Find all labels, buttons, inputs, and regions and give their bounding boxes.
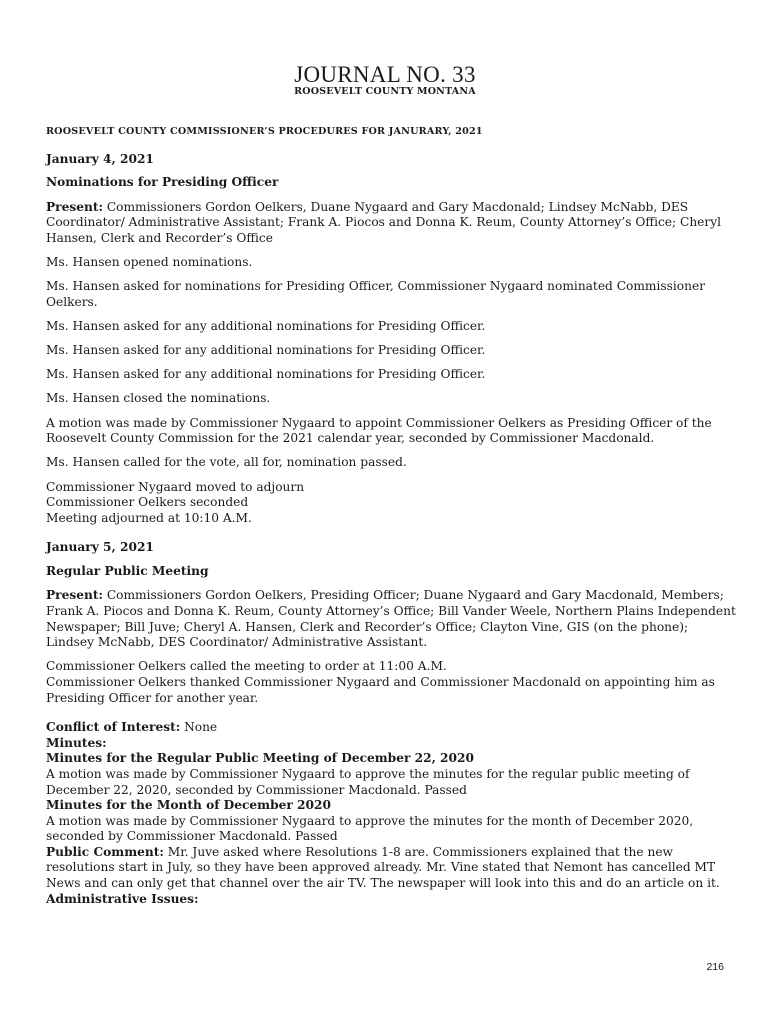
meeting2-call-to-order	[46, 659, 736, 706]
minutes-1-text: A motion was made by Commissioner Nygaard to approve the minutes for the regular public meeting of December 22, 2020, seconded by Commissioner Macdonald. Passed	[46, 766, 690, 797]
present-text: Commissioners Gordon Oelkers, Duane Nygaard and Gary Macdonald; Lindsey McNabb, DES Coordinator/ Administrative Assistant; Frank A. Piocos and Donna K. Reum, County Attorney’s Office; Cheryl Hansen, Clerk and Recorder’s Office	[46, 199, 721, 245]
journal-title: JOURNAL NO. 33	[294, 62, 476, 87]
meeting1-paragraph: Ms. Hansen asked for nominations for Presiding Officer, Commissioner Nygaard nominated Commissioner Oelkers.	[46, 279, 706, 309]
section-gap	[46, 533, 736, 540]
page-number: 216	[706, 961, 724, 973]
present-label: Present:	[46, 199, 103, 214]
county-subtitle: ROOSEVELT COUNTY MONTANA	[294, 86, 476, 97]
present-text: Commissioners Gordon Oelkers, Presiding Officer; Duane Nygaard and Gary Macdonald, Members; Frank A. Piocos and Donna K. Reum, County Attorney’s Office; Bill Vander Weele, Northern Plains Independent Newspaper; Bill Juve; Cheryl A. Hansen, Clerk and Recorder’s Office; Clayton Vine, GIS (on the phone); Lindsey McNabb, DES Coordinator/ Administrative Assistant.	[46, 588, 736, 650]
meeting1-paragraph: Ms. Hansen closed the nominations.	[46, 391, 271, 406]
meeting2-present	[46, 588, 736, 650]
public-comment-label: Public Comment:	[46, 844, 164, 859]
meeting1-paragraph: Ms. Hansen asked for any additional nominations for Presiding Officer.	[46, 318, 486, 333]
call-line: Commissioner Oelkers called the meeting to order at 11:00 A.M.	[46, 659, 447, 674]
meeting2-title: Regular Public Meeting	[46, 564, 209, 579]
call-line: Commissioner Oelkers thanked Commissioner Nygaard and Commissioner Macdonald on appointing him as Presiding Officer for another year.	[46, 674, 715, 705]
minutes-2-text: A motion was made by Commissioner Nygaard to approve the minutes for the month of December 2020, seconded by Commissioner Macdonald. Passed	[46, 813, 694, 844]
meeting1-title: Nominations for Presiding Officer	[46, 175, 279, 190]
section-gap	[46, 706, 736, 713]
present-label: Present:	[46, 588, 103, 603]
conflict-text: None	[180, 720, 218, 735]
meeting1-present	[46, 200, 736, 247]
meeting1-paragraph: Ms. Hansen asked for any additional nominations for Presiding Officer.	[46, 343, 486, 358]
meeting1-adjournment	[46, 480, 736, 527]
adjourn-line: Commissioner Oelkers seconded	[46, 495, 249, 510]
meeting1-paragraph: Ms. Hansen called for the vote, all for, nomination passed.	[46, 455, 407, 470]
section-gap	[46, 713, 736, 720]
minutes-2-title: Minutes for the Month of December 2020	[46, 798, 331, 813]
administrative-issues-label: Administrative Issues:	[46, 891, 199, 906]
minutes-1-title: Minutes for the Regular Public Meeting of December 22, 2020	[46, 751, 474, 766]
meeting1-paragraph: Ms. Hansen asked for any additional nominations for Presiding Officer.	[46, 367, 486, 382]
meeting1-date: January 4, 2021	[46, 151, 154, 166]
document-body	[46, 124, 736, 907]
minutes-label: Minutes:	[46, 735, 107, 750]
procedures-heading: ROOSEVELT COUNTY COMMISSIONER’S PROCEDURES FOR JANURARY, 2021	[46, 126, 483, 137]
public-comment	[46, 845, 736, 892]
public-comment-text: Mr. Juve asked where Resolutions 1-8 are. Commissioners explained that the new resolutions start in July, so they have been approved already. Mr. Vine stated that Nemont has cancelled MT News and can only get that channel over the air TV. The newspaper will look into this and do an article on it.	[46, 844, 720, 891]
meeting1-paragraph: A motion was made by Commissioner Nygaard to appoint Commissioner Oelkers as Presiding Officer of the Roosevelt County Commission for the 2021 calendar year, seconded by Commissioner Macdonald.	[46, 415, 712, 446]
section-gap	[46, 526, 736, 533]
meeting2-date: January 5, 2021	[46, 540, 154, 555]
adjourn-line: Commissioner Nygaard moved to adjourn	[46, 479, 305, 494]
meeting2-agenda	[46, 720, 736, 907]
meeting1-paragraph: Ms. Hansen opened nominations.	[46, 254, 253, 269]
conflict-label: Conflict of Interest:	[46, 720, 181, 735]
adjourn-line: Meeting adjourned at 10:10 A.M.	[46, 510, 252, 525]
conflict-of-interest	[46, 720, 736, 736]
